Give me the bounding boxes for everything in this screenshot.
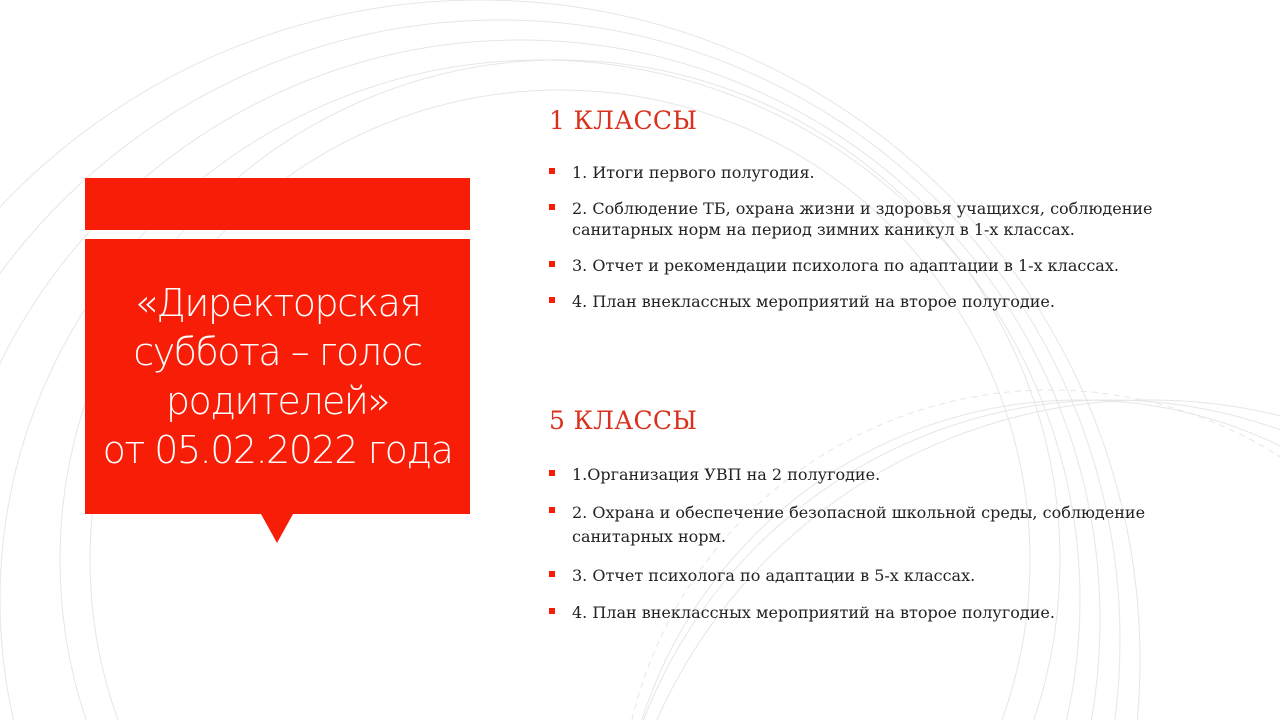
list-item: 2. Охрана и обеспечение безопасной школьной среды, соблюдение санитарных норм. bbox=[549, 501, 1145, 549]
list-item: 1.Организация УВП на 2 полугодие. bbox=[549, 464, 1145, 485]
bullet-icon bbox=[549, 470, 555, 476]
list-item: 1. Итоги первого полугодия. bbox=[549, 162, 1153, 183]
bullet-icon bbox=[549, 297, 555, 303]
title-line: «Директорская bbox=[134, 280, 421, 325]
list-item: 3. Отчет психолога по адаптации в 5-х классах. bbox=[549, 565, 1145, 586]
list-item: 4. План внеклассных мероприятий на второе полугодие. bbox=[549, 602, 1145, 623]
bullet-icon bbox=[549, 204, 555, 210]
bullet-icon bbox=[549, 571, 555, 577]
bullet-icon bbox=[549, 608, 555, 614]
title-callout bbox=[85, 239, 470, 514]
list-item: 2. Соблюдение ТБ, охрана жизни и здоровья учащихся, соблюдение санитарных норм на период зимних каникул в 1-х классах. bbox=[549, 198, 1153, 240]
bullet-icon bbox=[549, 507, 555, 513]
callout-pointer bbox=[261, 514, 293, 543]
bullet-icon bbox=[549, 168, 555, 174]
agenda-list-1-classes bbox=[549, 162, 1153, 327]
slide-title bbox=[103, 279, 453, 475]
section-heading-1-classes: 1 КЛАССЫ bbox=[549, 106, 698, 135]
list-item: 3. Отчет и рекомендации психолога по адаптации в 1-х классах. bbox=[549, 255, 1153, 276]
header-accent-bar bbox=[85, 178, 470, 230]
list-item: 4. План внеклассных мероприятий на второе полугодие. bbox=[549, 291, 1153, 312]
title-line: от 05.02.2022 года bbox=[102, 427, 453, 472]
agenda-list-5-classes bbox=[549, 464, 1145, 639]
title-line: суббота – голос bbox=[133, 329, 422, 374]
bullet-icon bbox=[549, 261, 555, 267]
title-line: родителей» bbox=[165, 378, 390, 423]
section-heading-5-classes: 5 КЛАССЫ bbox=[549, 406, 698, 435]
